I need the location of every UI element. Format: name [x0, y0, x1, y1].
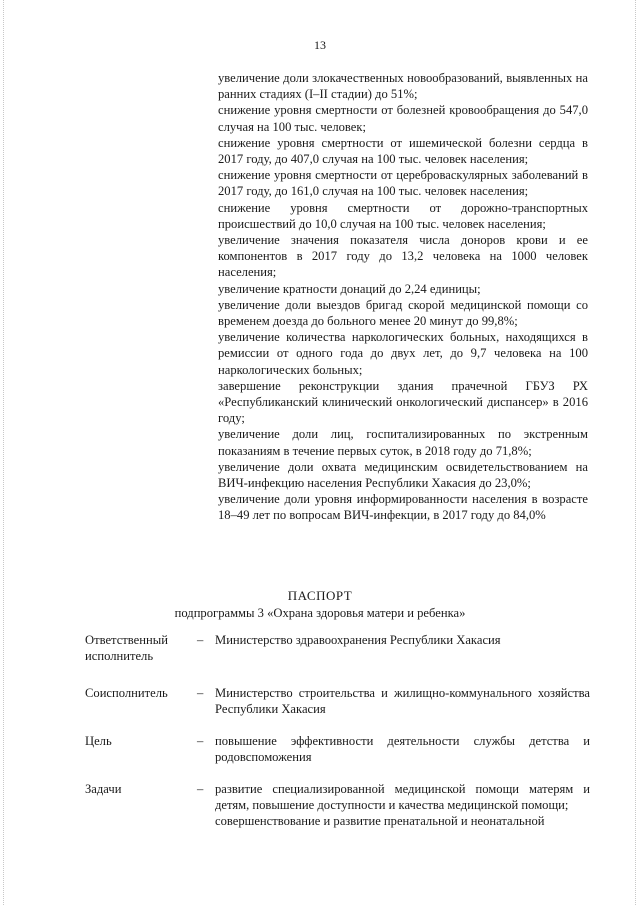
row-value — [215, 632, 590, 648]
row-label: Соисполнитель — [85, 686, 168, 700]
row-label: Ответственный исполнитель — [85, 633, 168, 664]
row-value-line: развитие специализированной медицинской помощи матерям и детям, повышение доступности и качества медицинской помощи; — [215, 782, 590, 813]
row-value — [215, 733, 590, 765]
scan-edge-left — [3, 0, 5, 905]
row-label: Задачи — [85, 782, 122, 796]
measure-item: увеличение количества наркологических больных, находящихся в ремиссии от одного года до двух лет, до 9,7 человека на 100 наркологических больных; — [218, 330, 588, 377]
measure-item: снижение уровня смертности от дорожно-транспортных происшествий до 10,0 случая на 100 тыс. человек населения; — [218, 200, 588, 231]
measure-item: увеличение доли лиц, госпитализированных по экстренным показаниям в течение первых суток, в 2018 году до 71,8%; — [218, 427, 588, 458]
measure-item: завершение реконструкции здания прачечной ГБУЗ РХ «Республиканский клинический онкологический диспансер» в 2016 году; — [218, 378, 588, 426]
measure-item: увеличение доли злокачественных новообразований, выявленных на ранних стадиях (I–II стадии) до 51%; — [218, 71, 588, 102]
measure-item: увеличение значения показателя числа доноров крови и ее компонентов в 2017 году до 13,2 человека на 1000 человек населения; — [218, 233, 588, 280]
measure-item: снижение уровня смертности от ишемической болезни сердца в 2017 году, до 407,0 случая на 100 тыс. человек населения; — [218, 135, 588, 167]
measure-item: снижение уровня смертности от болезней кровообращения до 547,0 случая на 100 тыс. человек; — [218, 103, 588, 134]
row-value-line: повышение эффективности деятельности службы детства и родовспоможения — [215, 734, 590, 765]
measures-list — [218, 70, 588, 524]
measure-item: увеличение доли охвата медицинским освидетельствованием на ВИЧ-инфекцию населения Республики Хакасия до 23,0%; — [218, 459, 588, 491]
row-dash: – — [197, 734, 204, 748]
measure-item: увеличение кратности донаций до 2,24 единицы; — [218, 281, 481, 296]
row-dash: – — [197, 686, 204, 700]
passport-subtitle: подпрограммы 3 «Охрана здоровья матери и ребенка» — [174, 606, 466, 620]
row-value — [215, 781, 590, 830]
row-dash: – — [197, 633, 204, 647]
measure-item: увеличение доли уровня информированности населения в возрасте 18–49 лет по вопросам ВИЧ-инфекции, в 2017 году до 84,0% — [218, 492, 588, 523]
row-label: Цель — [85, 734, 112, 748]
page-number: 13 — [314, 38, 326, 52]
measure-item: снижение уровня смертности от цереброваскулярных заболеваний в 2017 году, до 161,0 случая на 100 тыс. человек населения; — [218, 168, 588, 199]
measure-item: увеличение доли выездов бригад скорой медицинской помощи со временем доезда до больного менее 20 минут до 99,8%; — [218, 297, 588, 329]
row-value-line: Министерство строительства и жилищно-коммунального хозяйства Республики Хакасия — [215, 686, 590, 717]
scan-edge-right — [635, 0, 637, 905]
row-value-line: совершенствование и развитие пренатальной и неонатальной — [215, 814, 545, 829]
passport-title: ПАСПОРТ — [287, 588, 353, 603]
row-dash: – — [197, 782, 204, 796]
row-value — [215, 685, 590, 717]
row-value-line: Министерство здравоохранения Республики Хакасия — [215, 633, 501, 647]
